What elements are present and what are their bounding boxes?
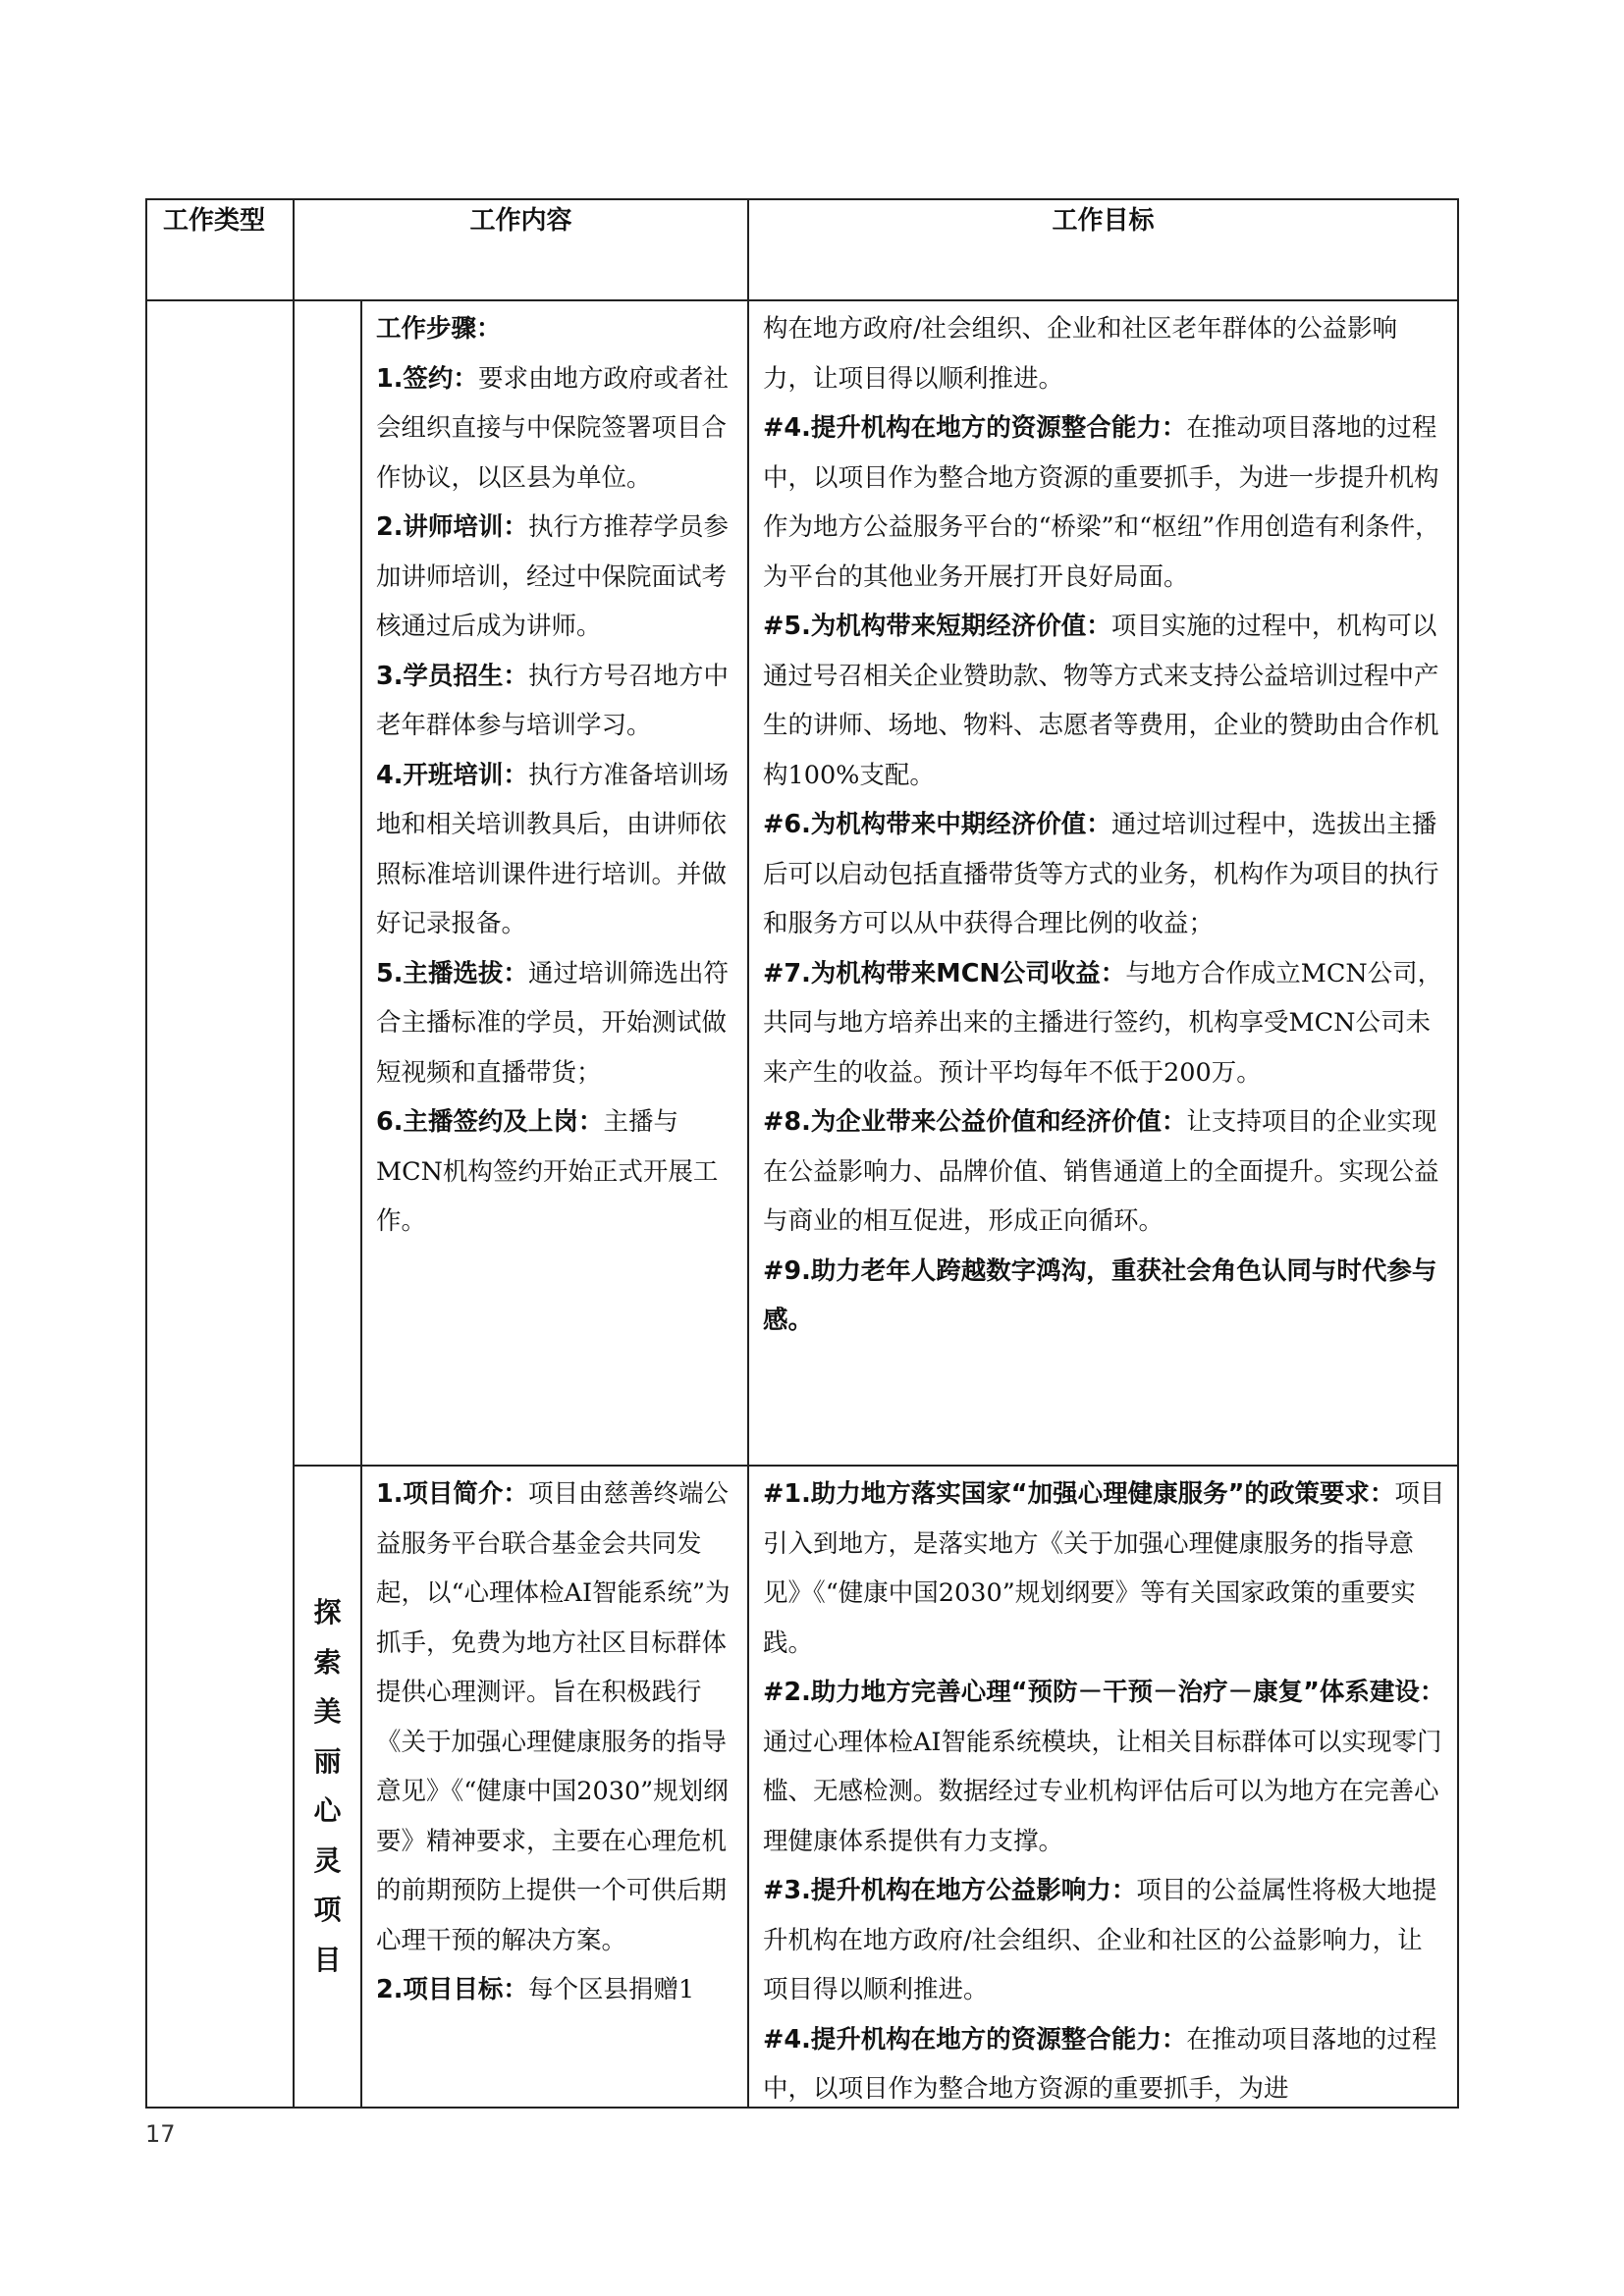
goal-cell <box>748 1466 1458 2108</box>
paragraph <box>376 503 735 652</box>
paragraph-heading: #7.为机构带来MCN公司收益： <box>763 958 1126 988</box>
paragraph-text: 让支持项目的企业实现在公益影响力、品牌价值、销售通道上的全面提升。实现公益与商业的相互促进，形成正向循环。 <box>763 1107 1439 1236</box>
vertical-char: 丽 <box>313 1744 342 1778</box>
paragraph <box>763 2015 1445 2114</box>
paragraph <box>376 751 735 949</box>
goal-cell <box>748 300 1458 1466</box>
paragraph-text: 主播与MCN机构签约开始正式开展工作。 <box>376 1107 719 1236</box>
header-work-goal: 工作目标 <box>748 199 1458 300</box>
paragraph <box>763 602 1445 800</box>
vertical-char: 项 <box>313 1894 342 1926</box>
paragraph <box>763 949 1445 1098</box>
paragraph-heading: 2.讲师培训： <box>376 512 528 542</box>
paragraph <box>376 304 735 354</box>
paragraph-heading: 1.项目简介： <box>376 1479 528 1509</box>
paragraph <box>376 354 735 504</box>
paragraph-text: 通过培训筛选出符合主播标准的学员，开始测试做短视频和直播带货； <box>376 958 729 1088</box>
paragraph <box>376 949 735 1098</box>
paragraph-text: 与地方合作成立MCN公司，共同与地方培养出来的主播进行签约，机构享受MCN公司未来产生的收益。预计平均每年不低于200万。 <box>763 958 1443 1088</box>
header-work-content: 工作内容 <box>294 199 748 300</box>
paragraph-heading: 3.学员招生： <box>376 661 528 691</box>
paragraph-heading: 2.项目目标： <box>376 1975 528 2004</box>
paragraph-heading: #6.为机构带来中期经济价值： <box>763 810 1111 839</box>
paragraph-text: 在推动项目落地的过程中，以项目作为整合地方资源的重要抓手，为进 <box>763 2024 1437 2104</box>
paragraph <box>376 1469 735 1965</box>
table-header-row <box>146 199 1458 300</box>
paragraph-heading: #4.提升机构在地方的资源整合能力： <box>763 413 1187 443</box>
paragraph-text: 通过培训过程中，选拔出主播后可以启动包括直播带货等方式的业务，机构作为项目的执行和服务方可以从中获得合理比例的收益； <box>763 810 1439 938</box>
paragraph-text: 每个区县捐赠1 <box>527 1975 695 2004</box>
paragraph-text: 构在地方政府/社会组织、企业和社区老年群体的公益影响力，让项目得以顺利推进。 <box>763 314 1398 394</box>
paragraph-heading: #9.助力老年人跨越数字鸿沟，重获社会角色认同与时代参与感。 <box>763 1255 1437 1335</box>
paragraph-heading: #1.助力地方落实国家“加强心理健康服务”的政策要求： <box>763 1479 1395 1509</box>
vertical-char: 索 <box>313 1645 342 1679</box>
paragraph-text: 在推动项目落地的过程中，以项目作为整合地方资源的重要抓手，为进一步提升机构作为地方公益服务平台的“桥梁”和“枢纽”作用创造有利条件，为平台的其他业务开展打开良好局面。 <box>763 413 1440 592</box>
paragraph-text: 项目由慈善终端公益服务平台联合基金会共同发起，以“心理体检AI智能系统”为抓手，免费为地方社区目标群体提供心理测评。旨在积极践行《关于加强心理健康服务的指导意见》《“健康中国2030”规划纲要》精神要求，主要在心理危机的前期预防上提供一个可供后期心理干预的解决方案。 <box>376 1479 731 1955</box>
vertical-char: 探 <box>313 1596 342 1629</box>
header-work-type: 工作类型 <box>146 199 294 300</box>
goal-list <box>749 301 1457 1465</box>
paragraph-heading: #2.助力地方完善心理“预防－干预－治疗－康复”体系建设： <box>763 1678 1445 1707</box>
paragraph-text: 项目实施的过程中，机构可以通过号召相关企业赞助款、物等方式来支持公益培训过程中产生的讲师、场地、物料、志愿者等费用，企业的赞助由合作机构100%支配。 <box>763 612 1439 790</box>
paragraph-text: 项目引入到地方，是落实地方《关于加强心理健康服务的指导意见》《“健康中国2030”规划纲要》等有关国家政策的重要实践。 <box>763 1479 1445 1658</box>
paragraph <box>763 1469 1445 1668</box>
paragraph-text: 项目的公益属性将极大地提升机构在地方政府/社会组织、企业和社区的公益影响力，让项目得以顺利推进。 <box>763 1876 1437 2004</box>
paragraph <box>763 1247 1445 1346</box>
paragraph <box>763 304 1445 403</box>
paragraph <box>763 403 1445 602</box>
page-number: 17 <box>145 2120 176 2148</box>
project-type-vertical-text <box>295 1588 360 1985</box>
project-intro <box>362 1467 747 2107</box>
content-cell <box>361 300 748 1466</box>
paragraph-heading: 5.主播选拔： <box>376 958 528 988</box>
paragraph <box>376 1097 735 1247</box>
paragraph-heading: 4.开班培训： <box>376 760 528 790</box>
paragraph-text: 要求由地方政府或者社会组织直接与中保院签署项目合作协议，以区县为单位。 <box>376 363 729 493</box>
table-row <box>146 1466 1458 2108</box>
vertical-char: 灵 <box>313 1843 342 1877</box>
table-row <box>146 300 1458 1466</box>
content-cell <box>361 1466 748 2108</box>
content-steps <box>362 301 747 1465</box>
vertical-char: 目 <box>313 1943 342 1976</box>
paragraph <box>376 1965 735 2015</box>
subtype-cell-empty <box>294 300 361 1466</box>
paragraph-heading: #4.提升机构在地方的资源整合能力： <box>763 2024 1187 2055</box>
paragraph <box>763 1866 1445 2015</box>
paragraph-heading: #5.为机构带来短期经济价值： <box>763 612 1111 641</box>
type-cell-empty <box>146 300 294 2108</box>
paragraph-text: 执行方推荐学员参加讲师培训，经过中保院面试考核通过后成为讲师。 <box>376 512 729 641</box>
paragraph <box>763 1097 1445 1247</box>
paragraph-heading: 1.签约： <box>376 363 478 394</box>
goal-list <box>749 1467 1457 2107</box>
paragraph-text: 执行方准备培训场地和相关培训教具后，由讲师依照标准培训课件进行培训。并做好记录报备。 <box>376 760 729 938</box>
project-type-label <box>294 1466 361 2108</box>
paragraph-heading: #3.提升机构在地方公益影响力： <box>763 1876 1137 1905</box>
paragraph-heading: #8.为企业带来公益价值和经济价值： <box>763 1107 1187 1137</box>
paragraph-text: 通过心理体检AI智能系统模块，让相关目标群体可以实现零门槛、无感检测。数据经过专业机构评估后可以为地方在完善心理健康体系提供有力支撑。 <box>763 1727 1442 1856</box>
paragraph <box>376 652 735 751</box>
paragraph-heading: 6.主播签约及上岗： <box>376 1107 604 1137</box>
vertical-char: 美 <box>313 1695 342 1728</box>
paragraph <box>763 800 1445 949</box>
vertical-char: 心 <box>313 1794 342 1827</box>
paragraph-text: 执行方号召地方中老年群体参与培训学习。 <box>376 661 729 740</box>
work-table <box>145 198 1459 2109</box>
paragraph <box>763 1668 1445 1866</box>
paragraph-heading: 工作步骤： <box>376 314 502 344</box>
